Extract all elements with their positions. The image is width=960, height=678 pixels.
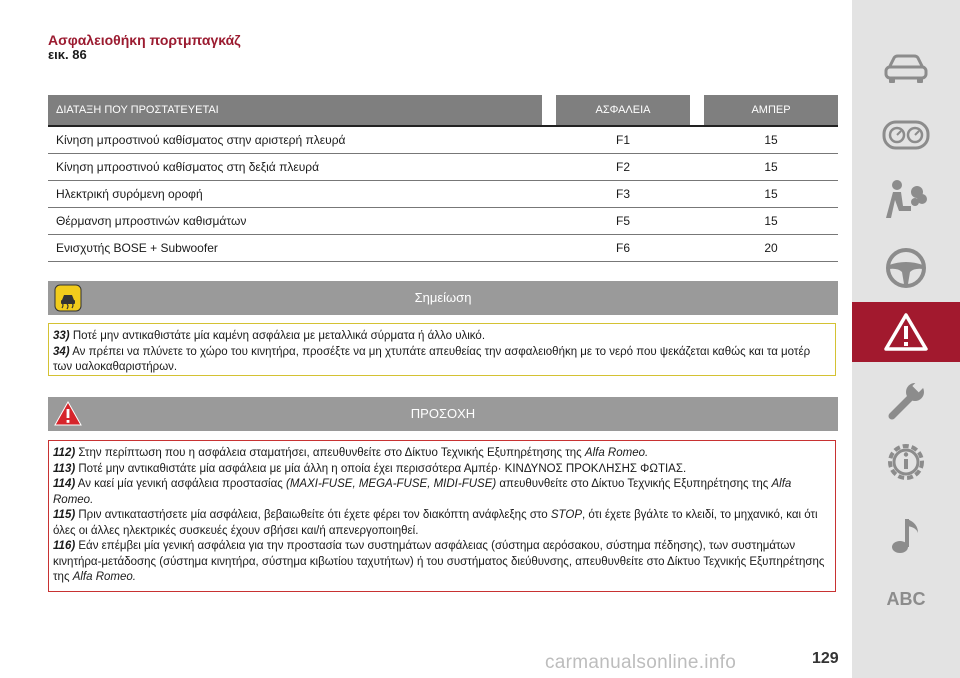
list-item: 114) Αν καεί μία γενική ασφάλεια προστασίας (MAXI-FUSE, MEGA-FUSE, MIDI-FUSE) απευθυνθείτε στο Δίκτυο Τεχνικής Εξυπηρέτησης της Alfa Romeo. (53, 478, 792, 506)
device-cell: Κίνηση μπροστινού καθίσματος στην αριστερή πλευρά (48, 126, 542, 154)
watermark: carmanualsonline.info (545, 652, 737, 673)
figure-reference: εικ. 86 (48, 47, 87, 62)
sidebar-item-technical-data[interactable] (852, 432, 960, 492)
sidebar-item-dashboard[interactable] (852, 105, 960, 165)
page-number: 129 (812, 650, 839, 667)
ampere-cell: 15 (704, 154, 838, 181)
device-cell: Κίνηση μπροστινού καθίσματος στη δεξιά πλευρά (48, 154, 542, 181)
column-header-fuse: ΑΣΦΑΛΕΙΑ (556, 95, 690, 126)
column-header-device: ΔΙΑΤΑΞΗ ΠΟΥ ΠΡΟΣΤΑΤΕΥΕΤΑΙ (48, 95, 542, 126)
column-gap (690, 95, 704, 126)
dashboard-icon (882, 118, 930, 152)
steering-wheel-icon (884, 246, 928, 290)
sidebar-item-driving[interactable] (852, 238, 960, 298)
sidebar-item-maintenance[interactable] (852, 370, 960, 430)
fuse-cell: F6 (556, 235, 690, 262)
ampere-cell: 20 (704, 235, 838, 262)
abc-index-label: ABC (886, 588, 926, 609)
note-banner (48, 281, 838, 315)
ampere-cell: 15 (704, 181, 838, 208)
list-item: 33) Ποτέ μην αντικαθιστάτε μία καμένη ασφάλεια με μεταλλικά σύρματα ή άλλο υλικό. (53, 330, 486, 342)
table-row (48, 126, 838, 154)
list-item: 113) Ποτέ μην αντικαθιστάτε μία ασφάλεια με μία άλλη η οποία έχει περισσότερα Αμπέρ· ΚΙΝΔΥΝΟΣ ΠΡΟΚΛΗΣΗΣ ΦΩΤΙΑΣ. (53, 462, 687, 475)
device-cell: Θέρμανση μπροστινών καθισμάτων (48, 208, 542, 235)
list-item: 34) Αν πρέπει να πλύνετε το χώρο του κινητήρα, προσέξτε να μη χτυπάτε απευθείας την ασφαλειοθήκη με το νερό που ψεκάζεται καθώς και τα μοτέρ των υαλοκαθαριστήρων. (53, 345, 811, 373)
list-item: 112) Στην περίπτωση που η ασφάλεια σταματήσει, απευθυνθείτε στο Δίκτυο Τεχνικής Εξυπηρέτησης της Alfa Romeo. (53, 447, 649, 459)
device-cell: Ηλεκτρική συρόμενη οροφή (48, 181, 542, 208)
airbag-person-icon (883, 178, 929, 222)
sidebar-item-emergency[interactable] (852, 302, 960, 362)
fuse-table (48, 95, 838, 262)
table-row (48, 181, 838, 208)
fuse-cell: F3 (556, 181, 690, 208)
sidebar-item-car[interactable] (852, 38, 960, 98)
car-icon (883, 50, 929, 86)
fuse-cell: F5 (556, 208, 690, 235)
fuse-cell: F2 (556, 154, 690, 181)
warning-banner (48, 397, 838, 431)
list-item: 116) Εάν επέμβει μία γενική ασφάλεια για την προστασία των συστημάτων ασφάλειας (σύστημα αερόσακου, σύστημα πέδησης), των συστημάτων κινητήρα-μετάδοσης (σύστημα κινητήρα, σύστημα κιβωτίου ταχυτήτων) ή του συστήματος διεύθυνσης, απευθυνθείτε στο Δίκτυο Τεχνικής Εξυπηρέτησης της Alfa Romeo. (53, 540, 825, 583)
sidebar-item-safety[interactable] (852, 170, 960, 230)
sidebar-item-index[interactable] (852, 569, 960, 629)
fuse-cell: F1 (556, 126, 690, 154)
car-skid-icon (54, 284, 82, 312)
warning-triangle-icon (54, 400, 82, 428)
sidebar-item-multimedia[interactable] (852, 505, 960, 565)
column-gap (542, 95, 556, 126)
device-cell: Ενισχυτής BOSE + Subwoofer (48, 235, 542, 262)
note-title: Σημείωση (414, 290, 472, 305)
wrench-icon (884, 378, 928, 422)
note-box (48, 323, 836, 376)
gear-info-icon (883, 439, 929, 485)
warning-title: ΠΡΟΣΟΧΗ (410, 406, 476, 421)
section-title: Ασφαλειοθήκη πορτμπαγκάζ (48, 32, 241, 48)
ampere-cell: 15 (704, 208, 838, 235)
list-item: 115) Πριν αντικαταστήσετε μία ασφάλεια, βεβαιωθείτε ότι έχετε φέρει τον διακόπτη ανάφλεξης στο STOP, ότι έχετε βγάλτε το κλειδί, το μηχανικό, και ότι όλες οι άλλες ηλεκτρικές συσκευές έχουν σβήσει και/ή απενεργοποιηθεί. (53, 509, 818, 537)
ampere-cell: 15 (704, 126, 838, 154)
column-header-ampere: ΑΜΠΕΡ (704, 95, 838, 126)
chapter-sidebar (852, 0, 960, 678)
fuse-table-header (48, 95, 838, 126)
table-row (48, 208, 838, 235)
table-row (48, 235, 838, 262)
warning-triangle-icon (883, 312, 929, 352)
table-row (48, 154, 838, 181)
warning-box (48, 440, 836, 592)
music-note-icon (886, 513, 926, 557)
